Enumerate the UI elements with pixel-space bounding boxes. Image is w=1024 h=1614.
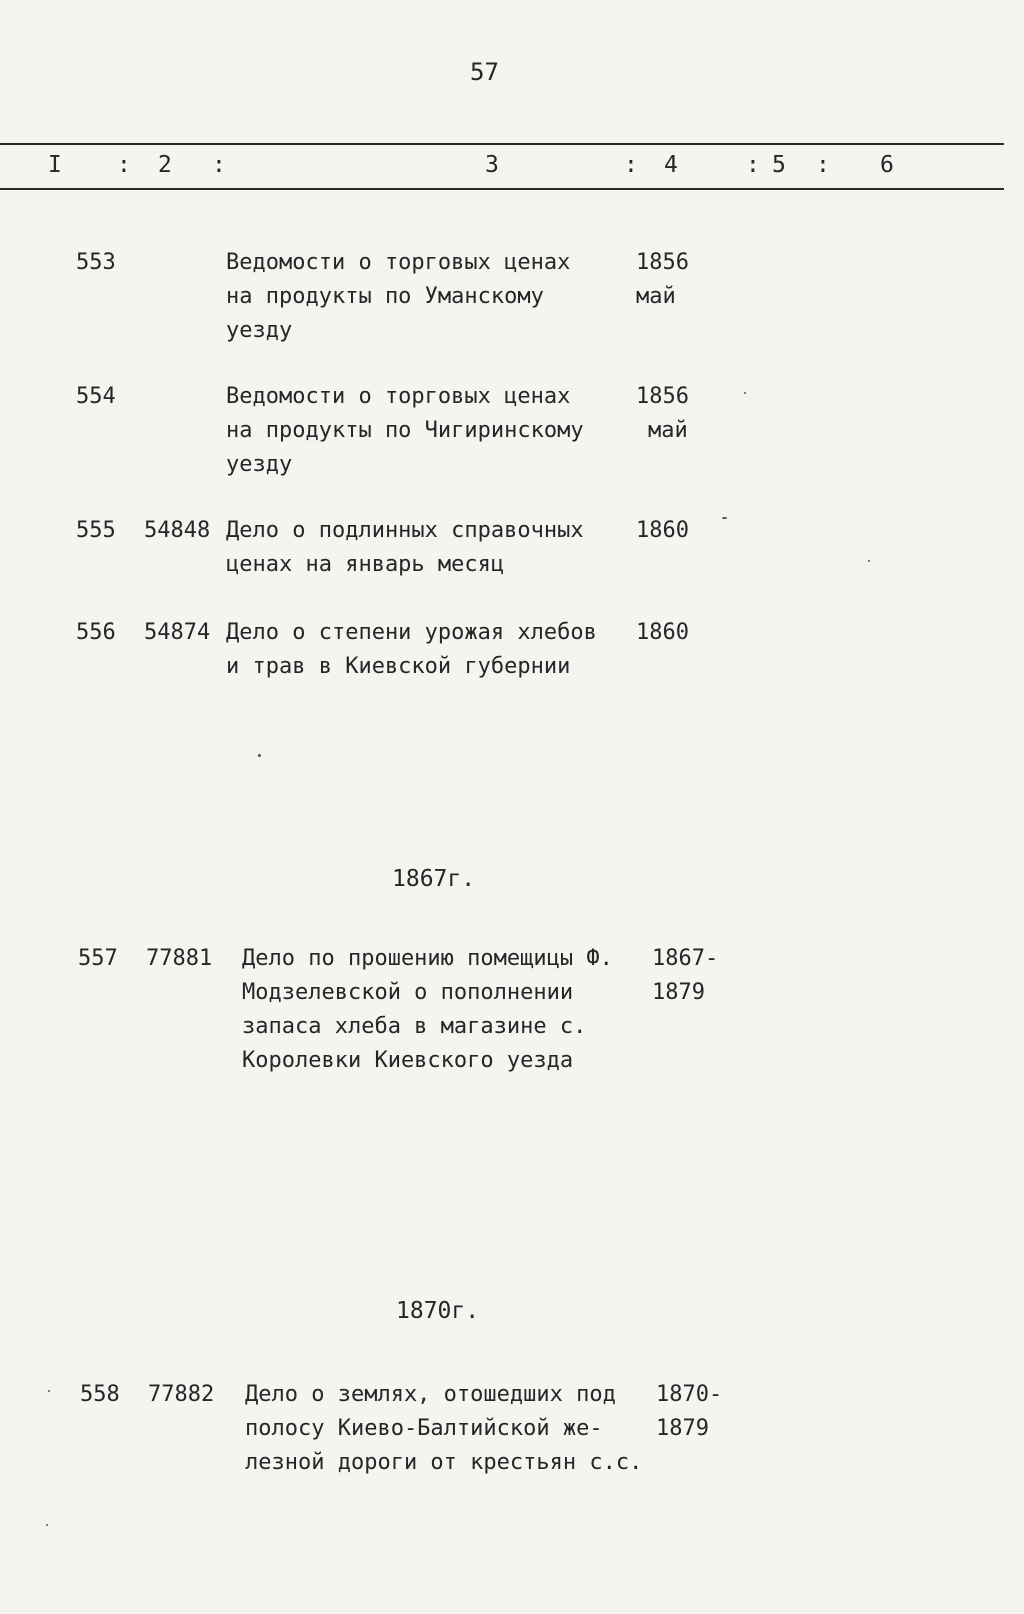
header-bottom-rule bbox=[0, 188, 1004, 190]
year-heading: 1867г. bbox=[392, 866, 476, 892]
entry-description bbox=[226, 380, 584, 482]
list-item bbox=[0, 514, 1024, 590]
description-line: Дело о степени урожая хлебов bbox=[226, 620, 597, 645]
date-line: 1879 bbox=[656, 1416, 709, 1441]
date-line: 1860 bbox=[636, 620, 689, 645]
entry-number: 555 bbox=[76, 518, 116, 543]
scan-speck bbox=[744, 392, 746, 394]
entry-number: 553 bbox=[76, 250, 116, 275]
list-item bbox=[0, 942, 1024, 1084]
entry-description bbox=[226, 246, 570, 348]
description-line: ценах на январь месяц bbox=[226, 552, 505, 577]
description-line: уезду bbox=[226, 318, 293, 343]
entry-code: 77881 bbox=[146, 946, 213, 971]
list-item bbox=[0, 246, 1024, 356]
list-item bbox=[0, 380, 1024, 490]
date-line: 1856 bbox=[636, 384, 689, 409]
entry-date bbox=[656, 1378, 722, 1446]
entry-code: 54848 bbox=[144, 518, 211, 543]
page-number: 57 bbox=[470, 58, 499, 86]
column-header-sep: : bbox=[212, 152, 226, 178]
column-header-3: 3 bbox=[485, 152, 499, 178]
scan-speck bbox=[722, 517, 727, 519]
scan-speck bbox=[46, 1524, 48, 1526]
entry-date bbox=[636, 246, 689, 314]
entry-date bbox=[636, 514, 689, 548]
date-line: май bbox=[648, 418, 688, 443]
description-line: и трав в Киевской губернии bbox=[226, 654, 571, 679]
entry-description bbox=[226, 616, 597, 684]
header-top-rule bbox=[0, 143, 1004, 145]
scan-speck bbox=[258, 754, 261, 757]
description-line: на продукты по Уманскому bbox=[226, 284, 544, 309]
entry-code: 54874 bbox=[144, 620, 211, 645]
date-line: 1870- bbox=[656, 1382, 723, 1407]
column-header-1: I bbox=[48, 152, 62, 178]
column-header-4: 4 bbox=[664, 152, 678, 178]
date-line: май bbox=[636, 284, 676, 309]
entry-code: 77882 bbox=[148, 1382, 215, 1407]
column-header-6: 6 bbox=[880, 152, 894, 178]
description-line: Дело по прошению помещицы Ф. bbox=[242, 946, 613, 971]
list-item bbox=[0, 616, 1024, 692]
entry-description bbox=[245, 1378, 642, 1480]
description-line: Дело о землях, отошедших под bbox=[245, 1382, 616, 1407]
entry-number: 557 bbox=[78, 946, 118, 971]
column-header-sep: : bbox=[117, 152, 131, 178]
date-line: 1856 bbox=[636, 250, 689, 275]
scan-speck bbox=[868, 560, 870, 562]
entry-number: 556 bbox=[76, 620, 116, 645]
date-line: 1867- bbox=[652, 946, 719, 971]
list-item bbox=[0, 1378, 1024, 1488]
year-heading: 1870г. bbox=[396, 1298, 480, 1324]
column-header-sep: : bbox=[816, 152, 830, 178]
entry-number: 558 bbox=[80, 1382, 120, 1407]
description-line: запаса хлеба в магазине с. bbox=[242, 1014, 587, 1039]
date-line: 1860 bbox=[636, 518, 689, 543]
column-header-sep: : bbox=[624, 152, 638, 178]
column-header-2: 2 bbox=[158, 152, 172, 178]
description-line: Ведомости о торговых ценах bbox=[226, 250, 571, 275]
entry-description bbox=[242, 942, 613, 1078]
entry-date bbox=[636, 380, 689, 448]
description-line: Модзелевской о пополнении bbox=[242, 980, 574, 1005]
entry-date bbox=[636, 616, 689, 650]
date-line: 1879 bbox=[652, 980, 705, 1005]
column-header-sep: : bbox=[746, 152, 760, 178]
scan-speck bbox=[48, 1390, 50, 1392]
entry-number: 554 bbox=[76, 384, 116, 409]
entry-date bbox=[652, 942, 718, 1010]
description-line: лезной дороги от крестьян с.с. bbox=[245, 1450, 643, 1475]
column-header-5: 5 bbox=[772, 152, 786, 178]
description-line: уезду bbox=[226, 452, 293, 477]
description-line: полосу Киево-Балтийской же- bbox=[245, 1416, 603, 1441]
description-line: на продукты по Чигиринскому bbox=[226, 418, 584, 443]
description-line: Королевки Киевского уезда bbox=[242, 1048, 574, 1073]
description-line: Дело о подлинных справочных bbox=[226, 518, 584, 543]
entry-description bbox=[226, 514, 584, 582]
description-line: Ведомости о торговых ценах bbox=[226, 384, 571, 409]
